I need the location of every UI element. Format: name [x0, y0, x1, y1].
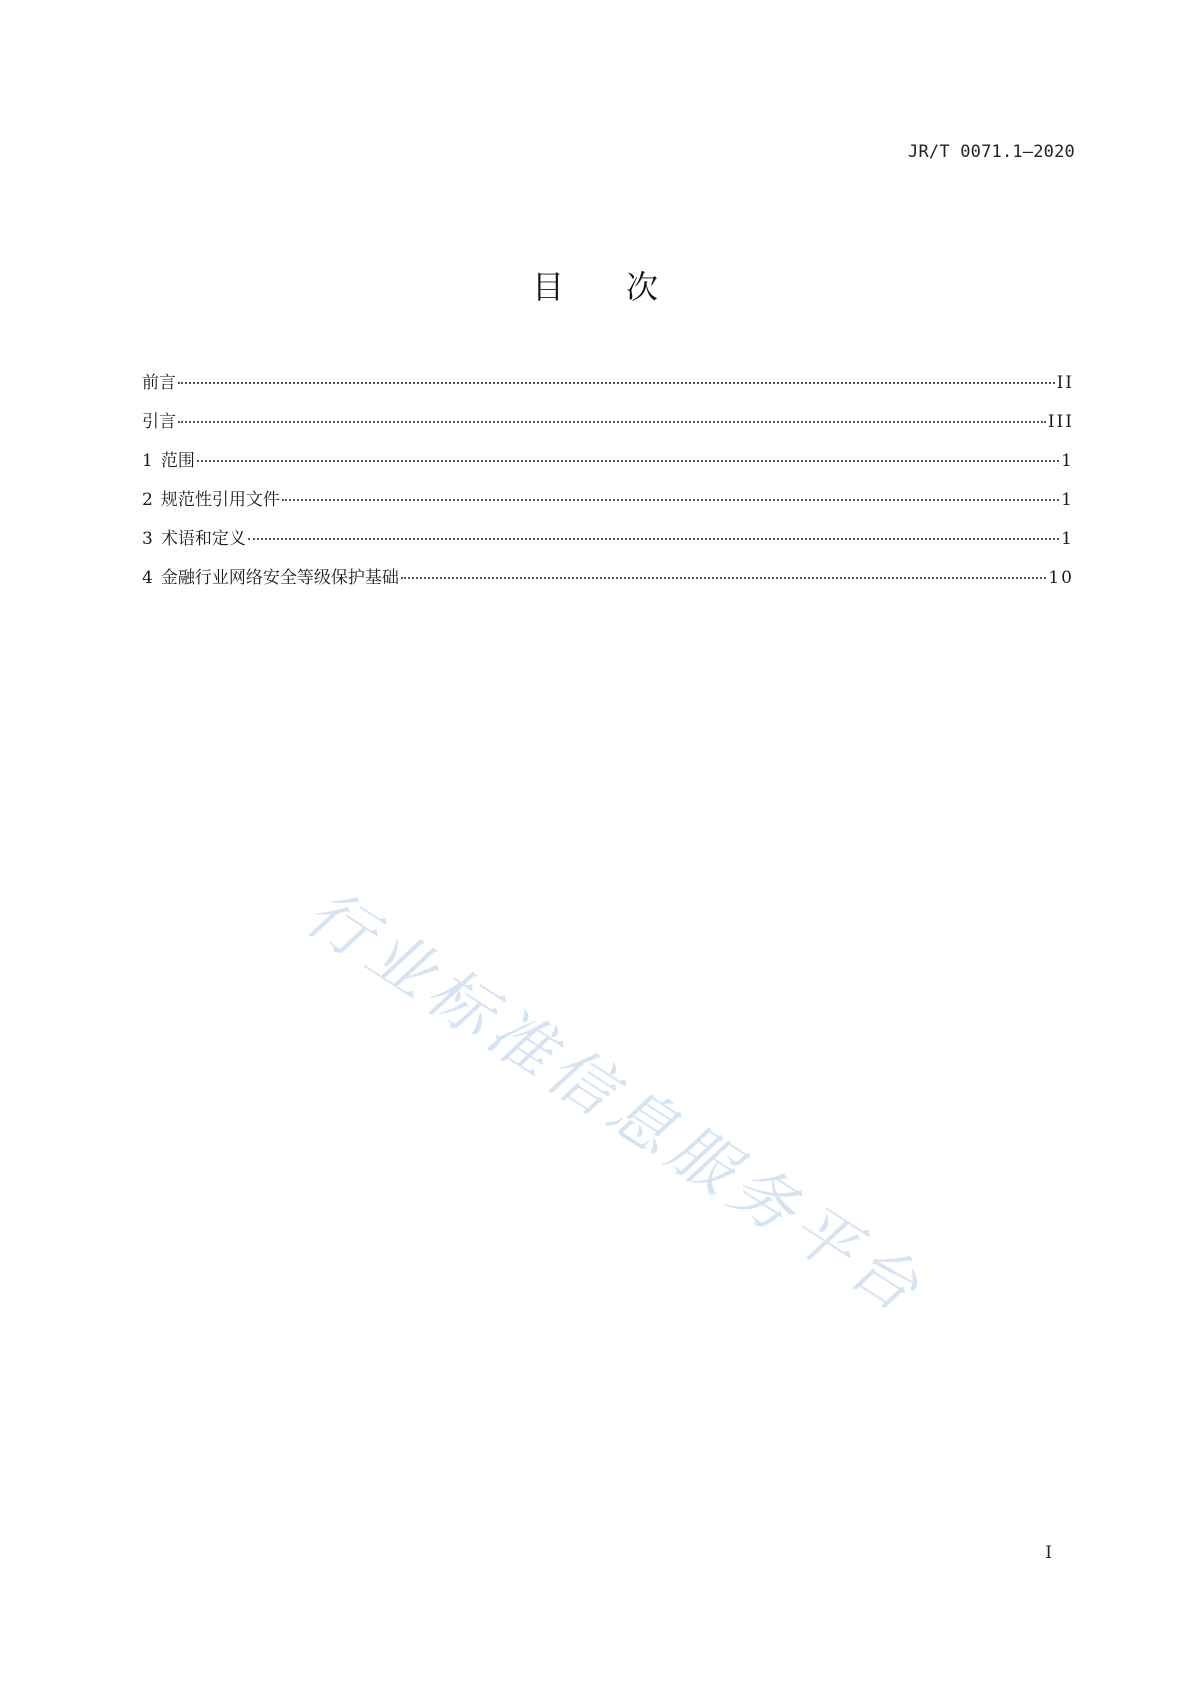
dot-leader: [248, 538, 1059, 540]
toc-entry-number: 3: [142, 529, 153, 549]
toc-entry-label: [142, 490, 280, 510]
toc-entry-page: 1: [1061, 529, 1074, 549]
toc-entry-page: III: [1047, 412, 1074, 432]
toc-entry-terms-definitions[interactable]: [142, 529, 1074, 568]
toc-entry-text: 规范性引用文件: [160, 490, 280, 510]
dot-leader: [178, 382, 1055, 384]
toc-entry-label: [142, 451, 195, 471]
toc-entry-foreword[interactable]: [142, 373, 1074, 412]
toc-title: 目次: [531, 268, 720, 306]
toc-entry-text: 金融行业网络安全等级保护基础: [160, 568, 399, 588]
toc-entry-normative-references[interactable]: [142, 490, 1074, 529]
toc-entry-number: 2: [142, 490, 153, 510]
dot-leader: [197, 460, 1059, 462]
page-number: I: [1045, 1543, 1052, 1563]
toc-entry-security-basics[interactable]: [142, 568, 1074, 607]
watermark: 行业标准信息服务平台: [292, 875, 937, 1331]
toc-entry-label: 前言: [142, 373, 176, 393]
toc-entry-page: 10: [1048, 568, 1074, 588]
toc-entry-scope[interactable]: [142, 451, 1074, 490]
toc-entry-label: [142, 529, 246, 549]
toc-entry-label: 引言: [142, 412, 176, 432]
toc-entry-text: 范围: [160, 451, 195, 471]
dot-leader: [178, 421, 1046, 423]
toc-entry-label: [142, 568, 399, 588]
dot-leader: [282, 499, 1059, 501]
toc-entry-text: 术语和定义: [160, 529, 246, 549]
toc-entry-page: II: [1056, 373, 1074, 393]
toc-entry-page: 1: [1061, 490, 1074, 510]
toc-entry-number: 4: [142, 568, 153, 588]
toc-entry-number: 1: [142, 451, 153, 471]
dot-leader: [401, 577, 1047, 579]
toc-entry-introduction[interactable]: [142, 412, 1074, 451]
table-of-contents: [142, 373, 1074, 607]
document-code: JR/T 0071.1—2020: [908, 142, 1075, 162]
toc-entry-page: 1: [1061, 451, 1074, 471]
